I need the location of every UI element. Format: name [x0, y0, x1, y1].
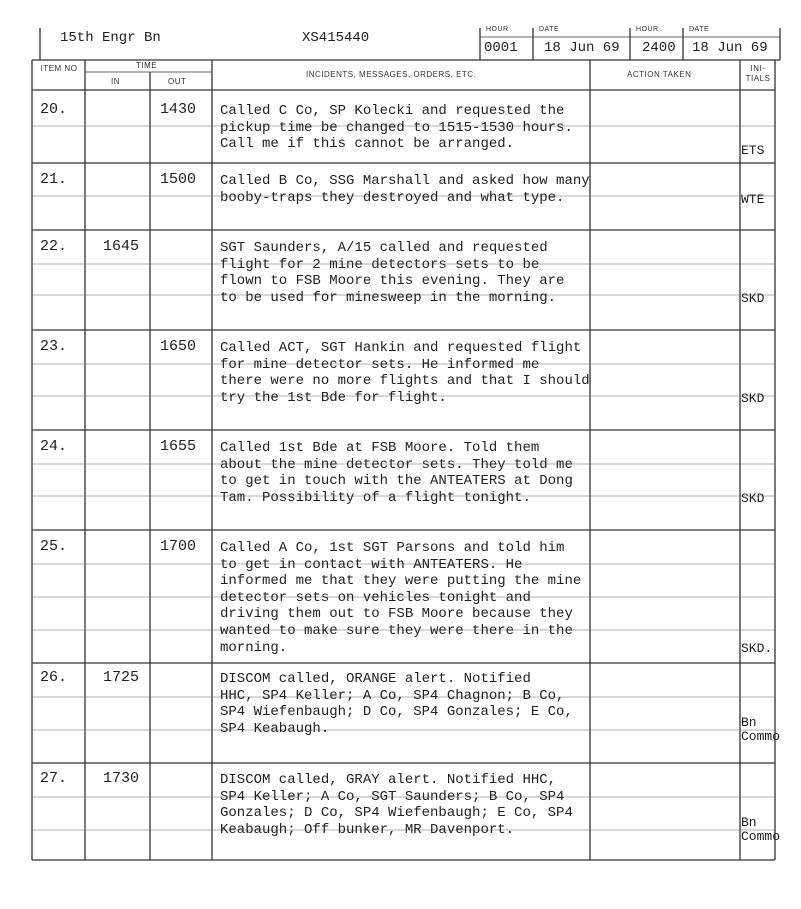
entry-text-line: SGT Saunders, A/15 called and requested — [220, 240, 548, 256]
initials: Bn Commo — [741, 715, 781, 744]
entry-text-line: wanted to make sure they were there in the — [220, 623, 573, 639]
item-number: 23. — [40, 338, 68, 355]
item-number: 26. — [40, 669, 68, 686]
entry-text-line: Called ACT, SGT Hankin and requested flight — [220, 340, 582, 356]
initials: SKD — [741, 391, 765, 406]
item-number: 24. — [40, 438, 68, 455]
entry-text-line: Call me if this cannot be arranged. — [220, 136, 515, 153]
entry-text-line: Tam. Possibility of a flight tonight. — [220, 489, 531, 506]
entry-text-line: SP4 Wiefenbaugh; D Co, SP4 Gonzales; E Co, — [220, 704, 573, 721]
col-item-no: ITEM NO — [40, 64, 78, 73]
initials: SKD — [741, 491, 765, 506]
to-date-label: DATE — [689, 26, 710, 33]
col-time-in: IN — [111, 77, 120, 86]
entry-text-line: DISCOM called, GRAY alert. Notified HHC, — [220, 772, 557, 788]
entry-text-line: for mine detector sets. He informed me — [220, 356, 540, 373]
col-time: TIME — [136, 61, 158, 70]
location-grid: XS415440 — [302, 30, 370, 46]
time-out: 1700 — [160, 538, 197, 555]
col-action-taken: ACTION TAKEN — [627, 70, 692, 79]
time-in: 1730 — [103, 770, 140, 787]
entry-text-line: there were no more flights and that I should — [220, 373, 590, 390]
entry-text-line: Called C Co, SP Kolecki and requested the — [220, 103, 565, 119]
entry-text-line: Keabaugh; Off bunker, MR Davenport. — [220, 821, 515, 838]
entry-text-line: to get in contact with ANTEATERS. He — [220, 556, 523, 573]
from-date-label: DATE — [539, 26, 560, 33]
entry-text-line: DISCOM called, ORANGE alert. Notified — [220, 671, 531, 687]
initials: SKD — [741, 291, 765, 306]
entry-text-line: about the mine detector sets. They told me — [220, 456, 573, 473]
entry-text-line: try the 1st Bde for flight. — [220, 389, 447, 406]
entry-text-line: Called B Co, SSG Marshall and asked how many — [220, 173, 590, 189]
entry-text-line: to get in touch with the ANTEATERS at Dong — [220, 473, 573, 490]
time-in: 1645 — [103, 238, 140, 255]
to-date: 18 Jun 69 — [692, 40, 768, 56]
entry-text-line: morning. — [220, 639, 288, 656]
entry-text-line: informed me that they were putting the mine — [220, 573, 582, 590]
entry-text-line: detector sets on vehicles tonight and — [220, 589, 531, 606]
to-hour-label: HOUR — [636, 26, 659, 33]
entry-text-line: driving them out to FSB Moore because they — [220, 606, 573, 623]
entry-text-line: SP4 Keabaugh. — [220, 720, 330, 737]
to-hour: 2400 — [642, 40, 676, 56]
time-out: 1430 — [160, 101, 197, 118]
item-number: 20. — [40, 101, 68, 118]
entry-text-line: booby-traps they destroyed and what type. — [220, 189, 565, 206]
initials: ETS — [741, 143, 765, 158]
col-time-out: OUT — [168, 77, 187, 86]
entry-text-line: Called 1st Bde at FSB Moore. Told them — [220, 440, 540, 456]
from-hour: 0001 — [484, 40, 518, 56]
initials: WTE — [741, 192, 765, 207]
time-out: 1655 — [160, 438, 197, 455]
item-number: 27. — [40, 770, 68, 787]
time-out: 1500 — [160, 171, 197, 188]
entry-text-line: Gonzales; D Co, SP4 Wiefenbaugh; E Co, SP4 — [220, 805, 573, 822]
initials: Bn Commo — [741, 815, 781, 844]
entry-text-line: to be used for minesweep in the morning. — [220, 289, 557, 306]
unit-name: 15th Engr Bn — [60, 30, 161, 46]
item-number: 25. — [40, 538, 68, 555]
initials: SKD. — [741, 641, 773, 656]
time-out: 1650 — [160, 338, 197, 355]
from-hour-label: HOUR — [486, 26, 509, 33]
time-in: 1725 — [103, 669, 140, 686]
from-date: 18 Jun 69 — [544, 40, 620, 56]
col-incidents: INCIDENTS, MESSAGES, ORDERS, ETC. — [306, 70, 477, 79]
entry-text-line: pickup time be changed to 1515-1530 hours. — [220, 119, 573, 136]
entry-text-line: flown to FSB Moore this evening. They are — [220, 273, 565, 290]
entry-text-line: flight for 2 mine detectors sets to be — [220, 256, 540, 273]
item-number: 22. — [40, 238, 68, 255]
entry-text-line: Called A Co, 1st SGT Parsons and told him — [220, 540, 565, 556]
col-initials: INI- TIALS — [745, 64, 771, 83]
entry-text-line: HHC, SP4 Keller; A Co, SP4 Chagnon; B Co, — [220, 687, 565, 704]
entry-text-line: SP4 Keller; A Co, SGT Saunders; B Co, SP4 — [220, 788, 565, 805]
item-number: 21. — [40, 171, 68, 188]
